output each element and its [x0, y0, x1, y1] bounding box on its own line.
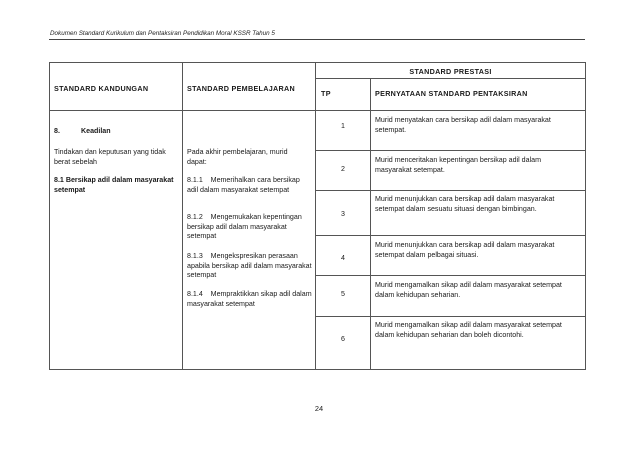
pembelajaran-item — [187, 176, 312, 195]
tp-level: 2 — [341, 165, 345, 173]
pembelajaran-item-code: 8.1.4 — [187, 290, 203, 298]
header-bottom-rule — [49, 110, 586, 111]
header-standard-prestasi: STANDARD PRESTASI — [409, 67, 492, 76]
table-border-left — [49, 62, 50, 370]
document-header: Dokumen Standard Kurikulum dan Pentaksiran Pendidikan Moral KSSR Tahun 5 — [50, 30, 275, 37]
pembelajaran-item-text: Mengemukakan kepentingan bersikap adil dalam masyarakat setempat — [187, 213, 302, 241]
tp-level: 1 — [341, 122, 345, 130]
kandungan-title: Keadilan — [81, 127, 111, 135]
prestasi-statement: Murid menceritakan kepentingan bersikap adil dalam masyarakat setempat. — [375, 156, 542, 174]
header-pernyataan: PERNYATAAN STANDARD PENTAKSIRAN — [375, 89, 528, 98]
pembelajaran-item-text: Mempraktikkan sikap adil dalam masyarakat setempat — [187, 290, 312, 308]
pembelajaran-item — [187, 290, 312, 309]
kandungan-description: Tindakan dan keputusan yang tidak berat sebelah — [54, 148, 166, 166]
prestasi-statement: Murid menunjukkan cara bersikap adil dalam masyarakat setempat dalam pelbagai situasi. — [375, 241, 555, 259]
tp-level: 6 — [341, 335, 345, 343]
row-divider — [315, 275, 586, 276]
row-divider — [315, 316, 586, 317]
prestasi-statement: Murid menyatakan cara bersikap adil dalam masyarakat setempat. — [375, 116, 551, 134]
pembelajaran-item — [187, 252, 312, 281]
pembelajaran-item-code: 8.1.2 — [187, 213, 203, 221]
tp-level: 3 — [341, 210, 345, 218]
kandungan-sub-standard — [54, 176, 179, 195]
pembelajaran-item-code: 8.1.3 — [187, 252, 203, 260]
kandungan-sub-number: 8.1 — [54, 176, 64, 184]
row-divider — [315, 150, 586, 151]
table-border-bottom — [49, 369, 586, 370]
prestasi-statement: Murid mengamalkan sikap adil dalam masyarakat setempat dalam kehidupan seharian dan boleh dicontohi. — [375, 321, 562, 339]
header-standard-pembelajaran: STANDARD PEMBELAJARAN — [187, 84, 295, 93]
page-number: 24 — [314, 404, 324, 413]
prestasi-statement: Murid menunjukkan cara bersikap adil dalam masyarakat setempat dalam sesuatu situasi dengan bimbingan. — [375, 195, 555, 213]
pembelajaran-intro: Pada akhir pembelajaran, murid dapat: — [187, 148, 288, 166]
pembelajaran-item-text: Memerihalkan cara bersikap adil dalam masyarakat setempat — [187, 176, 300, 194]
pembelajaran-item-code: 8.1.1 — [187, 176, 203, 184]
tp-level: 4 — [341, 254, 345, 262]
table-border-top — [49, 62, 586, 63]
tp-level: 5 — [341, 290, 345, 298]
kandungan-number: 8. — [54, 127, 60, 135]
prestasi-header-divider — [315, 78, 586, 79]
column-divider — [182, 62, 183, 370]
pembelajaran-item-text: Mengekspresikan perasaan apabila bersikap adil dalam masyarakat setempat — [187, 252, 312, 280]
column-divider — [370, 78, 371, 370]
header-tp: TP — [321, 89, 331, 98]
header-standard-kandungan: STANDARD KANDUNGAN — [54, 84, 149, 93]
prestasi-statement: Murid mengamalkan sikap adil dalam masyarakat setempat dalam kehidupan seharian. — [375, 281, 562, 299]
table-border-right — [585, 62, 586, 370]
pembelajaran-item — [187, 213, 312, 242]
row-divider — [315, 235, 586, 236]
row-divider — [315, 190, 586, 191]
kandungan-sub-title: Bersikap adil dalam masyarakat setempat — [54, 176, 174, 194]
